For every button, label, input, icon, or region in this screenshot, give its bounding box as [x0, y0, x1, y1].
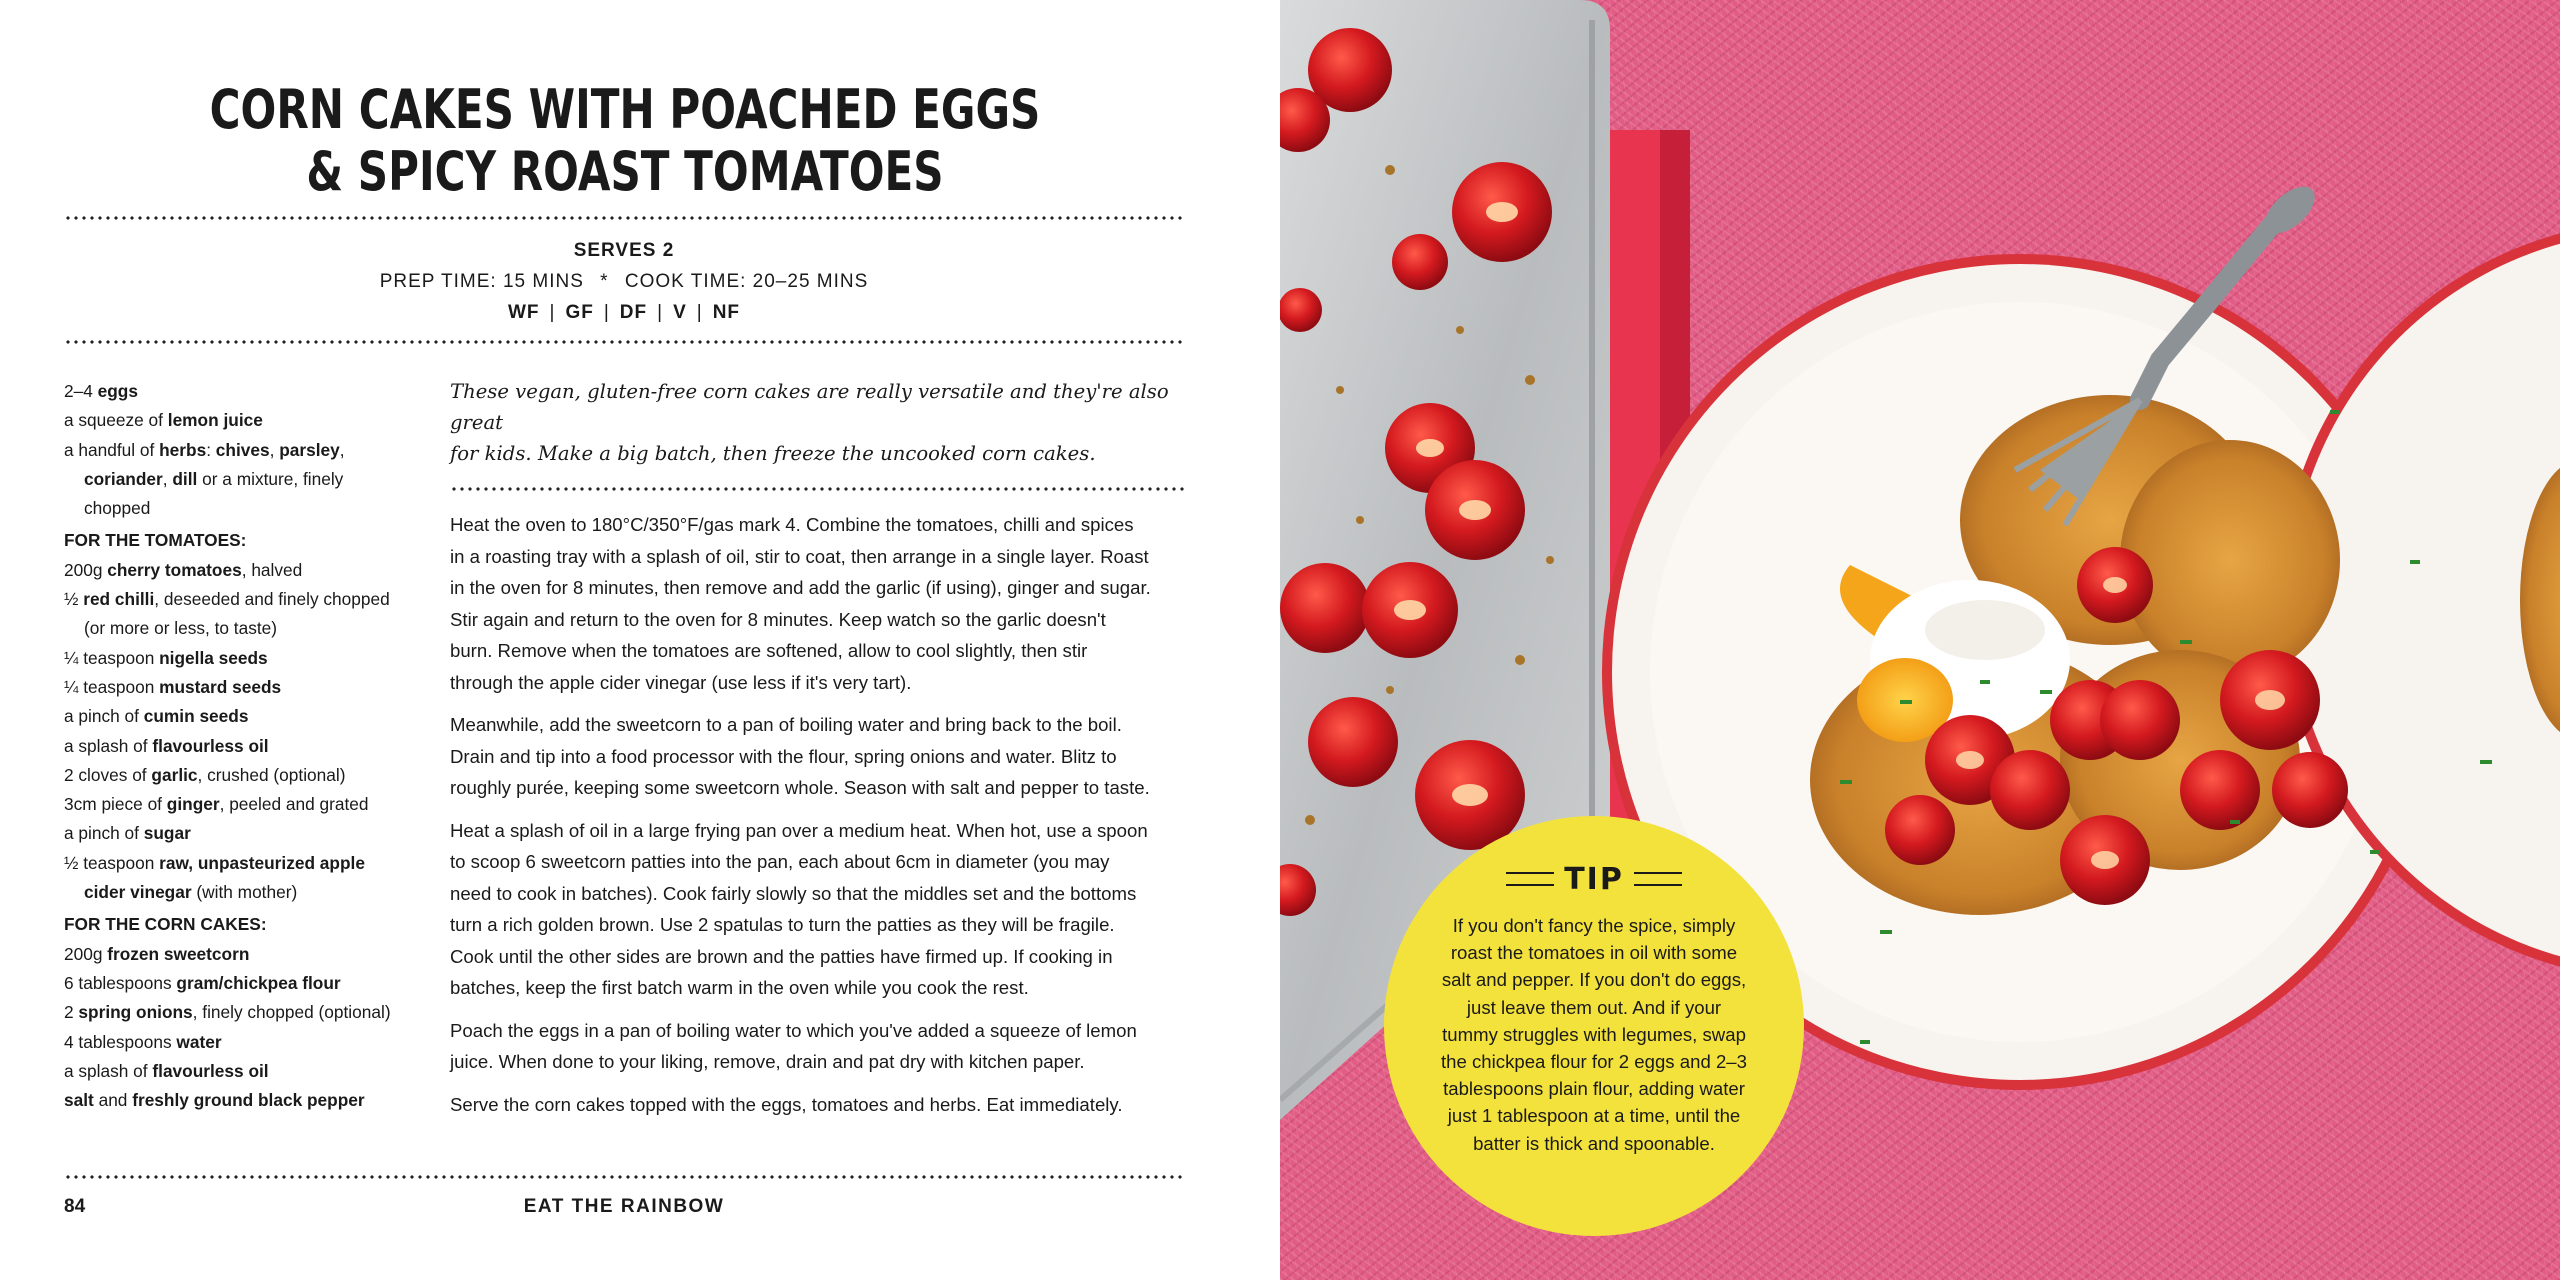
method-line: batches, keep the first batch warm in the oven while you cook the rest.: [450, 977, 1029, 998]
time-info: [64, 271, 1184, 293]
ingredient-text: 2 cloves of: [64, 764, 152, 785]
method-paragraph: [450, 709, 1185, 804]
ingredient-text: red chilli: [83, 589, 155, 610]
time-separator: *: [600, 271, 609, 292]
ingredient-text: 200g: [64, 559, 108, 580]
ingredient-line: [64, 940, 434, 969]
ingredient-text: 2–4: [64, 381, 98, 401]
prep-time: PREP TIME: 15 MINS: [379, 271, 584, 292]
dotted-divider: [450, 487, 1185, 491]
method-line: in a roasting tray with a splash of oil, stir to coat, then arrange in a single layer. Roast: [450, 545, 1149, 567]
tip-heading: [1384, 862, 1804, 897]
ingredient-text: cider vinegar: [84, 882, 192, 903]
method-line: Poach the eggs in a pan of boiling water to which you've added a squeeze of lemon: [450, 1019, 1137, 1041]
ingredient-text: lemon juice: [167, 410, 263, 431]
ingredient-text: , halved: [241, 559, 303, 580]
ingredient-line: [64, 644, 434, 673]
ingredient-line: [64, 406, 434, 435]
tip-heading-label: TIP: [1564, 862, 1624, 897]
ingredient-text: FOR THE CORN CAKES:: [64, 914, 267, 935]
ingredient-text: (or more or less, to taste): [84, 618, 278, 639]
method-line: Meanwhile, add the sweetcorn to a pan of boiling water and bring back to the boil.: [450, 714, 1122, 735]
ingredient-line: [64, 702, 434, 731]
tip-line: salt and pepper. If you don't do eggs,: [1441, 969, 1747, 991]
tip-line: roast the tomatoes in oil with some: [1450, 942, 1738, 964]
method-paragraph: [450, 815, 1185, 1004]
ingredient-line: [64, 790, 434, 819]
intro-line: for kids. Make a big batch, then freeze the uncooked corn cakes.: [450, 442, 1096, 465]
ingredient-line: [64, 585, 434, 614]
ingredient-line: [64, 614, 434, 643]
method-line: juice. When done to your liking, remove, drain and pat dry with kitchen paper.: [450, 1051, 1085, 1072]
ingredient-text: ¼ teaspoon: [64, 647, 160, 668]
ingredient-text: , crushed (optional): [197, 764, 346, 785]
ingredient-text: ¼ teaspoon: [64, 676, 160, 697]
running-head: EAT THE RAINBOW: [523, 1196, 725, 1217]
ingredient-text: (with mother): [191, 882, 298, 903]
ingredient-text: , peeled and grated: [219, 794, 369, 815]
recipe-intro: [450, 376, 1185, 469]
ingredient-text: :: [206, 439, 216, 460]
ingredient-text: 6 tablespoons: [64, 972, 177, 993]
ingredient-text: a splash of: [64, 1060, 153, 1081]
ingredient-line: [64, 673, 434, 702]
ingredient-text: a squeeze of: [64, 410, 168, 431]
method-line: Serve the corn cakes topped with the eggs, tomatoes and herbs. Eat immediately.: [450, 1093, 1123, 1115]
ingredient-text: ginger: [166, 794, 220, 815]
method-line: through the apple cider vinegar (use less if it's very tart).: [450, 671, 912, 693]
ingredient-text: FOR THE TOMATOES:: [64, 530, 247, 551]
page-number: 84: [64, 1196, 86, 1217]
ingredients-list: [64, 377, 434, 1115]
ingredient-text: ,: [269, 439, 280, 460]
ingredient-text: a pinch of: [64, 823, 144, 844]
ingredient-text: chives: [215, 439, 270, 460]
ingredient-text: dill: [172, 468, 198, 489]
method-line: to scoop 6 sweetcorn patties into the pan, each about 6cm in diameter (you may: [450, 851, 1110, 872]
ingredient-text: coriander: [84, 468, 163, 489]
method-line: Cook until the other sides are brown and the patties have firmed up. If cooking in: [450, 945, 1113, 967]
ingredient-line: [64, 849, 434, 878]
method-line: turn a rich golden brown. Use 2 spatulas to turn the patties as they will be fragile.: [450, 914, 1115, 935]
ingredient-line: [64, 998, 434, 1027]
ingredient-text: 200g: [64, 943, 108, 964]
ingredient-text: cumin seeds: [143, 706, 249, 727]
intro-line: These vegan, gluten-free corn cakes are really versatile and they're also great: [450, 380, 1169, 434]
ingredient-line: [64, 1057, 434, 1086]
diet-separator: |: [549, 302, 556, 323]
ingredient-text: a splash of: [64, 735, 153, 756]
ingredient-text: ,: [162, 468, 173, 489]
dotted-divider: [64, 1175, 1184, 1179]
ingredient-text: ½: [64, 589, 84, 610]
ingredient-text: cherry tomatoes: [107, 559, 242, 580]
decorative-bars-icon: [1634, 872, 1682, 886]
dotted-divider: [64, 216, 1184, 220]
method-line: Heat a splash of oil in a large frying pan over a medium heat. When hot, use a spoon: [450, 819, 1148, 841]
ingredient-text: eggs: [97, 381, 138, 401]
decorative-bars-icon: [1506, 872, 1554, 886]
tip-callout: [1384, 816, 1804, 1236]
ingredient-line: [64, 732, 434, 761]
ingredient-text: water: [176, 1031, 222, 1052]
ingredient-line: [64, 494, 434, 523]
method-steps: [450, 509, 1185, 1120]
ingredient-line: [64, 465, 434, 494]
tip-text: [1434, 912, 1754, 1157]
dotted-divider: [64, 340, 1184, 344]
ingredient-text: , deseeded and finely chopped: [154, 589, 390, 610]
method-line: Drain and tip into a food processor with the flour, spring onions and water. Blitz to: [450, 745, 1117, 767]
method-line: in the oven for 8 minutes, then remove and add the garlic (if using), ginger and sugar.: [450, 577, 1151, 598]
ingredient-text: sugar: [143, 823, 191, 844]
ingredient-line: [64, 1086, 434, 1115]
diet-separator: |: [696, 302, 703, 323]
ingredient-text: salt: [64, 1090, 94, 1111]
ingredient-text: 2: [64, 1002, 79, 1023]
ingredient-text: garlic: [151, 764, 198, 785]
ingredient-text: frozen sweetcorn: [107, 943, 250, 964]
ingredient-text: ½ teaspoon: [64, 852, 160, 873]
serves-label: SERVES 2: [573, 240, 675, 261]
diet-separator: |: [603, 302, 610, 323]
tip-line: If you don't fancy the spice, simply: [1452, 915, 1736, 936]
ingredient-text: spring onions: [78, 1002, 193, 1023]
method-paragraph: [450, 1015, 1185, 1078]
method-column: [450, 376, 1185, 1131]
tip-line: the chickpea flour for 2 eggs and 2–3: [1441, 1051, 1747, 1073]
method-paragraph: [450, 1089, 1185, 1121]
ingredient-text: herbs: [159, 439, 207, 460]
diet-tag: WF: [507, 302, 540, 323]
diet-separator: |: [657, 302, 664, 323]
ingredient-text: flavourless oil: [152, 735, 269, 756]
ingredient-text: freshly ground black pepper: [132, 1090, 365, 1111]
ingredient-text: and: [93, 1090, 133, 1111]
ingredient-text: a pinch of: [64, 706, 144, 727]
ingredient-line: [64, 819, 434, 848]
tip-line: just leave them out. And if your: [1466, 996, 1722, 1018]
ingredient-text: a handful of: [64, 439, 160, 460]
ingredient-text: parsley: [279, 439, 340, 460]
tip-line: just 1 tablespoon at a time, until the: [1447, 1105, 1741, 1127]
ingredient-text: nigella seeds: [159, 647, 268, 668]
ingredient-text: chopped: [84, 498, 151, 519]
ingredient-text: mustard seeds: [159, 676, 282, 697]
diet-tag: V: [673, 302, 687, 323]
ingredient-line: [64, 556, 434, 585]
ingredient-section-heading: [64, 526, 434, 555]
ingredient-line: [64, 969, 434, 998]
method-line: Heat the oven to 180°C/350°F/gas mark 4. Combine the tomatoes, chilli and spices: [450, 514, 1134, 535]
ingredient-text: or a mixture, finely: [197, 468, 344, 489]
method-line: need to cook in batches). Cook fairly slowly so that the middles set and the bottoms: [450, 882, 1137, 904]
ingredient-line: [64, 377, 434, 406]
ingredient-text: 3cm piece of: [64, 794, 167, 815]
diet-tag: GF: [565, 302, 594, 323]
food-photo-page: [1280, 0, 2560, 1280]
ingredient-text: raw, unpasteurized apple: [159, 852, 365, 873]
ingredient-text: , finely chopped (optional): [192, 1002, 391, 1023]
ingredient-line: [64, 1028, 434, 1057]
ingredient-line: [64, 436, 434, 465]
ingredient-line: [64, 878, 434, 907]
method-paragraph: [450, 509, 1185, 698]
method-line: roughly purée, keeping some sweetcorn whole. Season with salt and pepper to taste.: [450, 777, 1150, 798]
recipe-title-line-2: & SPICY ROAST TOMATOES: [306, 140, 944, 203]
method-line: burn. Remove when the tomatoes are softened, allow to cool slightly, then stir: [450, 640, 1088, 661]
diet-tags: [64, 302, 1184, 324]
ingredient-text: ,: [339, 439, 345, 460]
cook-time: COOK TIME: 20–25 MINS: [624, 271, 869, 292]
ingredient-section-heading: [64, 910, 434, 939]
diet-tag: DF: [619, 302, 648, 323]
ingredient-line: [64, 761, 434, 790]
recipe-title-line-1: CORN CAKES WITH POACHED EGGS: [209, 78, 1041, 141]
ingredient-text: 4 tablespoons: [64, 1031, 177, 1052]
tip-line: batter is thick and spoonable.: [1473, 1132, 1715, 1154]
method-line: Stir again and return to the oven for 8 minutes. Keep watch so the garlic doesn't: [450, 608, 1106, 630]
ingredient-text: flavourless oil: [152, 1060, 269, 1081]
tip-line: tummy struggles with legumes, swap: [1442, 1023, 1746, 1045]
tip-line: tablespoons plain flour, adding water: [1443, 1078, 1745, 1100]
diet-tag: NF: [712, 302, 741, 323]
ingredient-text: gram/chickpea flour: [176, 972, 341, 993]
